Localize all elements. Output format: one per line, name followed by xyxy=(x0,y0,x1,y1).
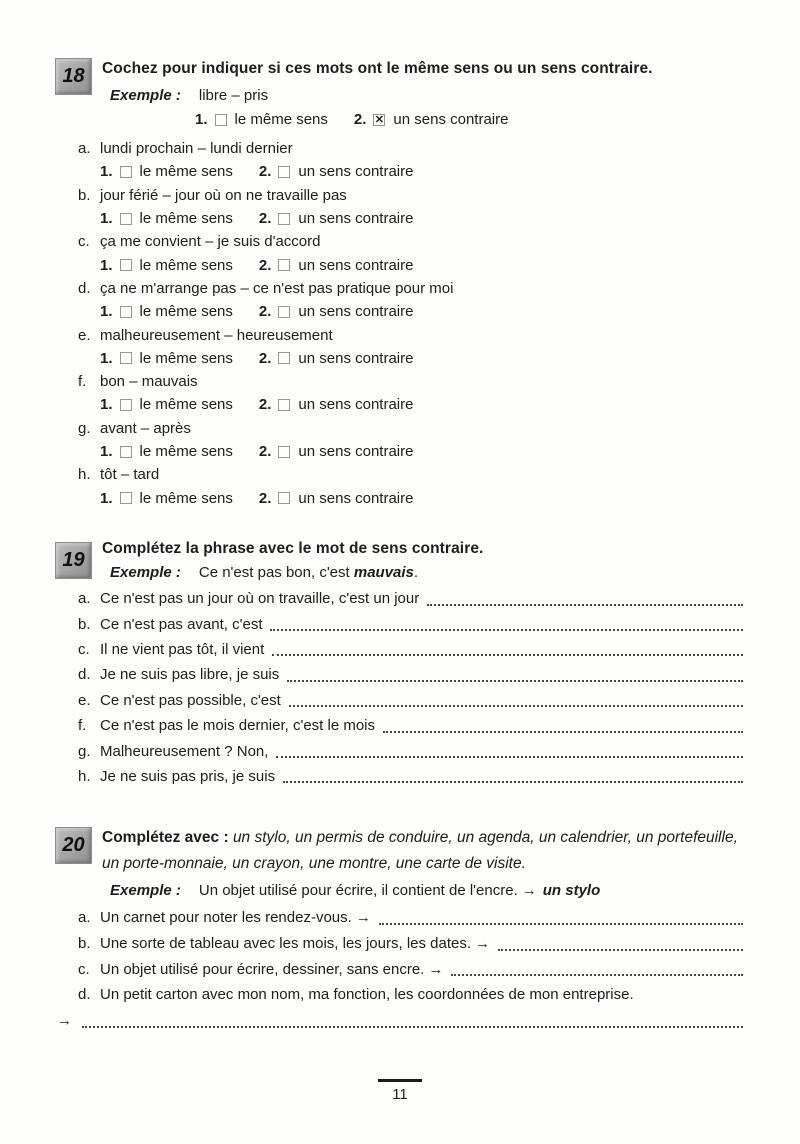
options-row xyxy=(55,440,743,463)
option-1-label: le même sens xyxy=(139,163,233,181)
page-number: 11 xyxy=(392,1086,408,1103)
item-text: lundi prochain – lundi dernier xyxy=(100,140,293,158)
answer-line[interactable] xyxy=(272,654,743,656)
options-row xyxy=(55,347,743,370)
checkbox-opposite-sense-checked[interactable] xyxy=(373,114,385,126)
option-2-number: 2. xyxy=(258,256,272,274)
checkbox-same-sense[interactable] xyxy=(120,399,132,411)
checkbox-same-sense[interactable] xyxy=(215,114,227,126)
options-row xyxy=(55,300,743,323)
option-2-label: un sens contraire xyxy=(298,303,414,321)
exercise-20-number-badge xyxy=(55,827,92,864)
exercise-18 xyxy=(55,56,743,510)
item-letter: h. xyxy=(78,767,91,785)
item-text: ça ne m'arrange pas – ce n'est pas pratique pour moi xyxy=(100,279,454,297)
checkbox-opposite-sense[interactable] xyxy=(278,492,290,504)
fill-in-item xyxy=(55,956,743,982)
option-2-number: 2. xyxy=(258,303,272,321)
item-letter: c. xyxy=(78,640,90,658)
item-letter: d. xyxy=(78,666,91,684)
item-text: Il ne vient pas tôt, il vient xyxy=(100,640,265,658)
option-2-label: un sens contraire xyxy=(393,111,509,128)
options-row xyxy=(55,160,743,183)
fill-in-item xyxy=(55,688,743,713)
item-text: Une sorte de tableau avec les mois, les jours, les dates. xyxy=(100,935,472,953)
option-1-number: 1. xyxy=(100,489,113,507)
answer-line[interactable] xyxy=(427,604,743,606)
answer-line[interactable] xyxy=(383,731,743,733)
option-1-label: le même sens xyxy=(139,349,233,367)
item-letter: a. xyxy=(78,140,91,158)
title-instruction: Complétez avec : xyxy=(102,829,233,846)
answer-line[interactable] xyxy=(379,923,743,925)
exercise-19-number-badge xyxy=(55,542,92,579)
word-pair-item xyxy=(55,137,743,160)
answer-line[interactable] xyxy=(270,629,743,631)
footer-rule xyxy=(378,1079,422,1082)
exercise-18-items xyxy=(55,137,743,510)
option-2-label: un sens contraire xyxy=(298,163,414,181)
options-row xyxy=(55,253,743,276)
option-2-label: un sens contraire xyxy=(298,256,414,274)
example-options-row xyxy=(55,108,743,131)
checkbox-same-sense[interactable] xyxy=(120,259,132,271)
checkbox-same-sense[interactable] xyxy=(120,306,132,318)
answer-line[interactable] xyxy=(283,781,743,783)
fill-in-item xyxy=(55,931,743,957)
option-1-label: le même sens xyxy=(139,256,233,274)
exercise-number: 20 xyxy=(62,834,85,856)
example-text: libre – pris xyxy=(198,86,269,104)
exercise-19 xyxy=(55,536,743,789)
option-2-label: un sens contraire xyxy=(298,489,414,507)
options-row xyxy=(55,486,743,509)
item-letter: e. xyxy=(78,691,91,709)
option-2-label: un sens contraire xyxy=(298,396,414,414)
item-text: Ce n'est pas possible, c'est xyxy=(100,691,281,709)
checkbox-same-sense[interactable] xyxy=(120,446,132,458)
fill-in-item xyxy=(55,637,743,662)
option-1-label: le même sens xyxy=(139,210,233,228)
item-text: Un objet utilisé pour écrire, dessiner, sans encre. xyxy=(100,960,425,978)
item-text: Ce n'est pas avant, c'est xyxy=(100,615,263,633)
word-pair-item xyxy=(55,184,743,207)
option-1-number: 1. xyxy=(100,256,113,274)
title-word-list: un stylo, un permis de conduire, un agenda, un calendrier, un portefeuille, un porte-monnaie, un crayon, une montre, une carte de visite. xyxy=(102,829,738,872)
fill-in-item xyxy=(55,738,743,763)
word-pair-item xyxy=(55,323,743,346)
arrow-icon: → xyxy=(475,935,491,953)
item-letter: d. xyxy=(78,986,91,1004)
item-text: Malheureusement ? Non, xyxy=(100,742,269,760)
arrow-icon: → xyxy=(57,1012,72,1030)
fill-in-item xyxy=(55,611,743,636)
answer-line[interactable] xyxy=(451,974,743,976)
item-letter: g. xyxy=(78,742,91,760)
exercise-number: 19 xyxy=(62,549,85,571)
option-2-number: 2. xyxy=(258,443,272,460)
example-answer: un stylo xyxy=(542,881,601,899)
option-1-number: 1. xyxy=(100,163,113,181)
example-text: Ce n'est pas bon, c'est mauvais. xyxy=(198,563,419,581)
option-2-label: un sens contraire xyxy=(298,349,414,367)
checkbox-opposite-sense[interactable] xyxy=(278,166,290,178)
word-pair-item xyxy=(55,277,743,300)
item-letter: g. xyxy=(78,419,91,437)
option-1-number: 1. xyxy=(100,349,113,367)
answer-line[interactable] xyxy=(287,680,743,682)
item-text: Un carnet pour noter les rendez-vous. xyxy=(100,909,352,927)
checkbox-same-sense[interactable] xyxy=(120,213,132,225)
item-text: malheureusement – heureusement xyxy=(100,326,333,344)
word-pair-item xyxy=(55,417,743,440)
example-answer: mauvais xyxy=(353,563,414,581)
checkbox-opposite-sense[interactable] xyxy=(278,306,290,318)
item-letter: e. xyxy=(78,326,91,344)
item-letter: b. xyxy=(78,615,91,633)
exercise-number: 18 xyxy=(62,65,85,87)
example-label: Exemple : xyxy=(110,881,181,899)
item-text: avant – après xyxy=(100,419,191,437)
fill-in-item xyxy=(55,982,743,1008)
option-1-number: 1. xyxy=(100,210,113,228)
option-1-number: 1. xyxy=(100,303,113,321)
arrow-icon: → xyxy=(355,909,371,927)
item-text: Je ne suis pas pris, je suis xyxy=(100,767,276,785)
item-letter: c. xyxy=(78,233,90,251)
exercise-19-title: Complétez la phrase avec le mot de sens contraire. xyxy=(102,540,484,557)
options-row xyxy=(55,207,743,230)
item-text: Ce n'est pas un jour où on travaille, c'est un jour xyxy=(100,590,420,608)
item-letter: a. xyxy=(78,590,91,608)
option-2-number: 2. xyxy=(353,111,367,128)
checkbox-opposite-sense[interactable] xyxy=(278,352,290,364)
item-letter: b. xyxy=(78,935,91,953)
option-2-number: 2. xyxy=(258,163,272,181)
word-pair-item xyxy=(55,230,743,253)
option-2-number: 2. xyxy=(258,210,272,228)
item-letter: a. xyxy=(78,909,91,927)
option-2-label: un sens contraire xyxy=(298,210,414,228)
exercise-18-example xyxy=(110,82,743,108)
exercise-20-title xyxy=(102,822,743,876)
item-text: ça me convient – je suis d'accord xyxy=(100,233,321,251)
item-letter: d. xyxy=(78,279,91,297)
word-pair-item xyxy=(55,463,743,486)
options-row xyxy=(55,393,743,416)
option-1-number: 1. xyxy=(100,396,113,414)
item-text: bon – mauvais xyxy=(100,373,198,391)
fill-in-item xyxy=(55,586,743,611)
item-text: Un petit carton avec mon nom, ma fonction, les coordonnées de mon entreprise. xyxy=(100,986,634,1004)
exercise-20-example xyxy=(110,878,743,902)
option-2-number: 2. xyxy=(258,349,272,367)
checkbox-same-sense[interactable] xyxy=(120,166,132,178)
item-letter: h. xyxy=(78,466,91,484)
answer-line[interactable] xyxy=(82,1026,743,1028)
option-1-number: 1. xyxy=(195,111,208,128)
exercise-19-items xyxy=(55,586,743,789)
checkbox-opposite-sense[interactable] xyxy=(278,399,290,411)
item-text: tôt – tard xyxy=(100,466,160,484)
answer-line[interactable] xyxy=(289,705,743,707)
answer-line[interactable] xyxy=(498,949,743,951)
option-2-number: 2. xyxy=(258,396,272,414)
item-letter: c. xyxy=(78,960,90,978)
example-label: Exemple : xyxy=(110,563,181,581)
option-1-number: 1. xyxy=(100,443,113,460)
exercise-20 xyxy=(55,822,743,1033)
item-text: jour férié – jour où on ne travaille pas xyxy=(100,186,347,204)
checkbox-same-sense[interactable] xyxy=(120,492,132,504)
item-text: Ce n'est pas le mois dernier, c'est le mois xyxy=(100,717,376,735)
option-1-label: le même sens xyxy=(139,396,233,414)
option-1-label: le même sens xyxy=(234,111,328,128)
item-letter: b. xyxy=(78,186,91,204)
fill-in-item xyxy=(55,905,743,931)
checkbox-opposite-sense[interactable] xyxy=(278,446,290,458)
item-letter: f. xyxy=(78,717,87,735)
fill-in-item xyxy=(55,713,743,738)
checkbox-opposite-sense[interactable] xyxy=(278,259,290,271)
checkbox-same-sense[interactable] xyxy=(120,352,132,364)
option-2-number: 2. xyxy=(258,489,272,507)
option-2-label: un sens contraire xyxy=(298,443,414,460)
option-1-label: le même sens xyxy=(139,443,233,460)
option-1-label: le même sens xyxy=(139,303,233,321)
example-text: Un objet utilisé pour écrire, il contient de l'encre. xyxy=(198,881,518,899)
example-label: Exemple : xyxy=(110,86,181,104)
item-letter: f. xyxy=(78,373,87,391)
word-pair-item xyxy=(55,370,743,393)
exercise-18-number-badge xyxy=(55,58,92,95)
arrow-icon: → xyxy=(521,881,537,899)
fill-in-item xyxy=(55,764,743,789)
exercise-20-items xyxy=(55,905,743,1033)
checkbox-opposite-sense[interactable] xyxy=(278,213,290,225)
option-1-label: le même sens xyxy=(139,489,233,507)
exercise-18-title: Cochez pour indiquer si ces mots ont le même sens ou un sens contraire. xyxy=(102,60,653,77)
exercise-19-example xyxy=(110,562,743,582)
item-text: Je ne suis pas libre, je suis xyxy=(100,666,280,684)
arrow-icon: → xyxy=(428,960,444,978)
answer-line[interactable] xyxy=(276,756,743,758)
fill-in-item xyxy=(55,662,743,687)
answer-continuation-line xyxy=(55,1008,743,1034)
